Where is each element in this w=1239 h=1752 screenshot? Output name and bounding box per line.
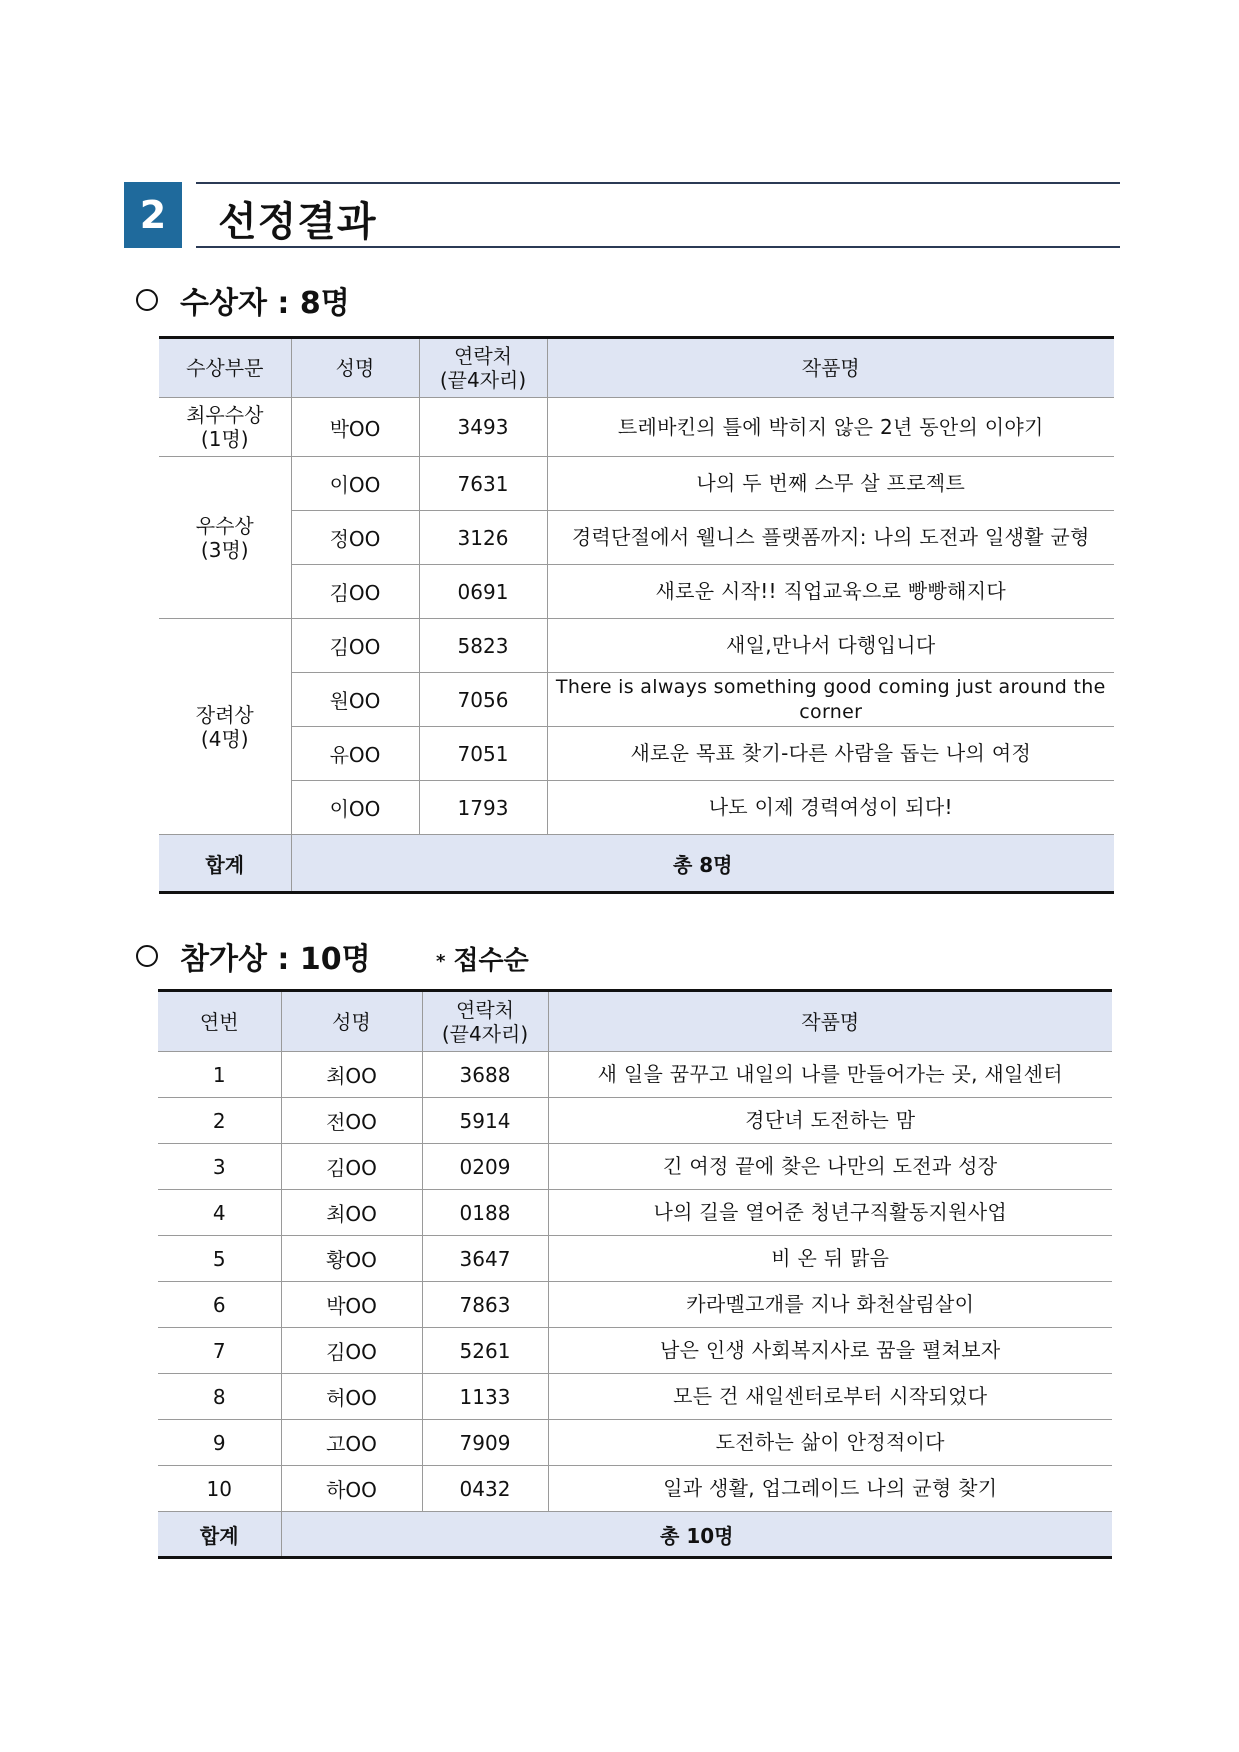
participant-name: 최OO bbox=[281, 1190, 422, 1236]
work-title: 도전하는 삶이 안정적이다 bbox=[548, 1420, 1112, 1466]
section-header bbox=[124, 182, 1120, 248]
work-title: 나의 길을 열어준 청년구직활동지원사업 bbox=[548, 1190, 1112, 1236]
work-title: 남은 인생 사회복지사로 꿈을 펼쳐보자 bbox=[548, 1328, 1112, 1374]
table-row bbox=[158, 1098, 1112, 1144]
col-header-phone: 연락처 (끝4자리) bbox=[419, 338, 547, 398]
table-row bbox=[158, 1328, 1112, 1374]
section-title-box bbox=[196, 182, 1120, 248]
winner-name: 이OO bbox=[291, 457, 419, 511]
work-title: 비 온 뒤 맑음 bbox=[548, 1236, 1112, 1282]
table-row bbox=[158, 1420, 1112, 1466]
row-number: 1 bbox=[158, 1052, 281, 1098]
work-title: 카라멜고개를 지나 화천살림살이 bbox=[548, 1282, 1112, 1328]
work-title: 트레바킨의 틀에 박히지 않은 2년 동안의 이야기 bbox=[547, 398, 1114, 457]
table-row bbox=[159, 727, 1114, 781]
col-header-name: 성명 bbox=[291, 338, 419, 398]
participants-heading-text: 참가상 : 10명 bbox=[180, 942, 371, 977]
table-row bbox=[159, 565, 1114, 619]
work-title: 나의 두 번째 스무 살 프로젝트 bbox=[547, 457, 1114, 511]
work-title: 경단녀 도전하는 맘 bbox=[548, 1098, 1112, 1144]
participant-name: 허OO bbox=[281, 1374, 422, 1420]
winner-name: 김OO bbox=[291, 619, 419, 673]
participant-phone: 1133 bbox=[422, 1374, 548, 1420]
total-row bbox=[159, 835, 1114, 893]
table-row bbox=[159, 781, 1114, 835]
participant-phone: 0188 bbox=[422, 1190, 548, 1236]
participant-phone: 3688 bbox=[422, 1052, 548, 1098]
work-title: 긴 여정 끝에 찾은 나만의 도전과 성장 bbox=[548, 1144, 1112, 1190]
winner-name: 박OO bbox=[291, 398, 419, 457]
winner-phone: 3493 bbox=[419, 398, 547, 457]
participants-header-row bbox=[158, 991, 1112, 1052]
participant-phone: 0209 bbox=[422, 1144, 548, 1190]
awards-table bbox=[159, 336, 1114, 894]
work-title: 새로운 시작!! 직업교육으로 빵빵해지다 bbox=[547, 565, 1114, 619]
table-row bbox=[158, 1190, 1112, 1236]
participant-name: 하OO bbox=[281, 1466, 422, 1512]
winner-phone: 1793 bbox=[419, 781, 547, 835]
table-row bbox=[159, 398, 1114, 457]
row-number: 2 bbox=[158, 1098, 281, 1144]
row-number: 4 bbox=[158, 1190, 281, 1236]
participant-phone: 7909 bbox=[422, 1420, 548, 1466]
row-number: 3 bbox=[158, 1144, 281, 1190]
winner-phone: 0691 bbox=[419, 565, 547, 619]
awards-heading-text: 수상자 : 8명 bbox=[180, 286, 350, 321]
participant-name: 김OO bbox=[281, 1144, 422, 1190]
order-note-text: 접수순 bbox=[453, 946, 529, 976]
winner-name: 김OO bbox=[291, 565, 419, 619]
row-number: 10 bbox=[158, 1466, 281, 1512]
table-row bbox=[158, 1052, 1112, 1098]
work-title: 모든 건 새일센터로부터 시작되었다 bbox=[548, 1374, 1112, 1420]
winner-phone: 3126 bbox=[419, 511, 547, 565]
participant-name: 고OO bbox=[281, 1420, 422, 1466]
col-header-phone: 연락처 (끝4자리) bbox=[422, 991, 548, 1052]
work-title: There is always something good coming just around the corner bbox=[547, 673, 1114, 727]
participant-phone: 0432 bbox=[422, 1466, 548, 1512]
winner-phone: 7051 bbox=[419, 727, 547, 781]
total-row bbox=[158, 1512, 1112, 1558]
table-row bbox=[158, 1466, 1112, 1512]
col-header-title: 작품명 bbox=[547, 338, 1114, 398]
order-note bbox=[436, 940, 529, 977]
table-row bbox=[159, 673, 1114, 727]
award-category: 우수상 (3명) bbox=[159, 457, 291, 619]
circle-bullet-icon bbox=[136, 289, 158, 311]
col-header-title: 작품명 bbox=[548, 991, 1112, 1052]
work-title: 새로운 목표 찾기-다른 사람을 돕는 나의 여정 bbox=[547, 727, 1114, 781]
award-category: 장려상 (4명) bbox=[159, 619, 291, 835]
work-title: 나도 이제 경력여성이 되다! bbox=[547, 781, 1114, 835]
total-value: 총 10명 bbox=[281, 1512, 1112, 1558]
row-number: 5 bbox=[158, 1236, 281, 1282]
total-value: 총 8명 bbox=[291, 835, 1114, 893]
participant-name: 전OO bbox=[281, 1098, 422, 1144]
table-row bbox=[159, 457, 1114, 511]
winner-name: 정OO bbox=[291, 511, 419, 565]
table-row bbox=[158, 1144, 1112, 1190]
participants-table bbox=[158, 989, 1112, 1559]
winner-name: 이OO bbox=[291, 781, 419, 835]
awards-heading bbox=[136, 278, 350, 322]
section-title: 선정결과 bbox=[218, 199, 377, 245]
work-title: 새일,만나서 다행입니다 bbox=[547, 619, 1114, 673]
awards-header-row bbox=[159, 338, 1114, 398]
table-row bbox=[158, 1374, 1112, 1420]
winner-phone: 7631 bbox=[419, 457, 547, 511]
participant-name: 황OO bbox=[281, 1236, 422, 1282]
row-number: 6 bbox=[158, 1282, 281, 1328]
table-row bbox=[158, 1282, 1112, 1328]
circle-bullet-icon bbox=[136, 945, 158, 967]
col-header-name: 성명 bbox=[281, 991, 422, 1052]
work-title: 일과 생활, 업그레이드 나의 균형 찾기 bbox=[548, 1466, 1112, 1512]
winner-name: 유OO bbox=[291, 727, 419, 781]
participant-name: 박OO bbox=[281, 1282, 422, 1328]
asterisk-icon: * bbox=[436, 951, 446, 972]
work-title: 새 일을 꿈꾸고 내일의 나를 만들어가는 곳, 새일센터 bbox=[548, 1052, 1112, 1098]
table-row bbox=[159, 511, 1114, 565]
col-header-number: 연번 bbox=[158, 991, 281, 1052]
participant-phone: 5914 bbox=[422, 1098, 548, 1144]
total-label: 합계 bbox=[159, 835, 291, 893]
winner-phone: 7056 bbox=[419, 673, 547, 727]
section-number: 2 bbox=[124, 182, 182, 248]
participants-heading bbox=[136, 934, 371, 978]
participant-phone: 7863 bbox=[422, 1282, 548, 1328]
participant-phone: 3647 bbox=[422, 1236, 548, 1282]
table-row bbox=[158, 1236, 1112, 1282]
participant-name: 최OO bbox=[281, 1052, 422, 1098]
row-number: 7 bbox=[158, 1328, 281, 1374]
winner-phone: 5823 bbox=[419, 619, 547, 673]
total-label: 합계 bbox=[158, 1512, 281, 1558]
participant-name: 김OO bbox=[281, 1328, 422, 1374]
participant-phone: 5261 bbox=[422, 1328, 548, 1374]
table-row bbox=[159, 619, 1114, 673]
row-number: 8 bbox=[158, 1374, 281, 1420]
award-category: 최우수상 (1명) bbox=[159, 398, 291, 457]
row-number: 9 bbox=[158, 1420, 281, 1466]
work-title: 경력단절에서 웰니스 플랫폼까지: 나의 도전과 일생활 균형 bbox=[547, 511, 1114, 565]
winner-name: 원OO bbox=[291, 673, 419, 727]
col-header-category: 수상부문 bbox=[159, 338, 291, 398]
